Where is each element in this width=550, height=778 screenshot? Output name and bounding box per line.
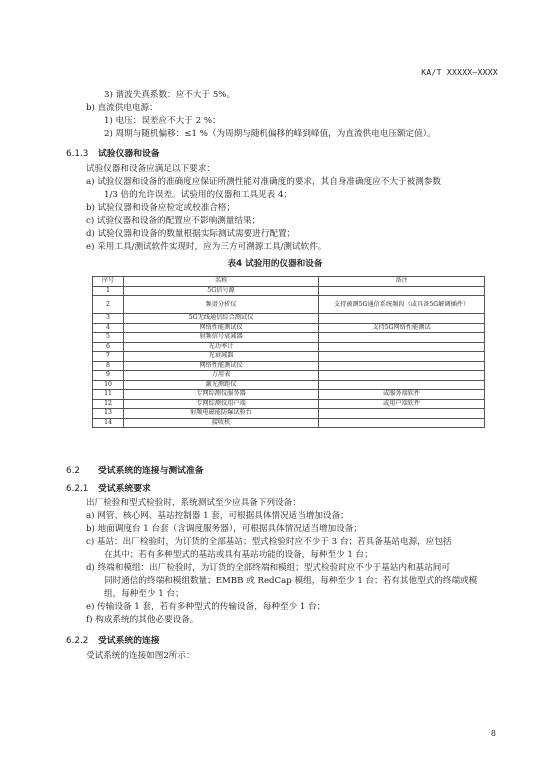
- table-cell: 4: [93, 323, 124, 333]
- table-row: [93, 333, 485, 343]
- text-line: c) 基站：出厂检验时，为订货的全部基站；型式检验时应不少于 3 台；若具备基站电源，应包括: [86, 537, 452, 547]
- text-line: d) 试验仪器和设备的数量根据实际测试需要进行配置；: [86, 229, 296, 239]
- text-line: f) 构成系统的其他必要设备。: [86, 615, 199, 625]
- text-line: d) 终端和模组：出厂检验时，为订货的全部终端和模组；型式检验时应不少于基站内和基站间可: [86, 563, 450, 573]
- text-line: 出厂检验和型式检验时，系统测试至少应具备下列设备：: [86, 498, 301, 508]
- text-line: 在其中；若有多种型式的基站或具有基站功能的设备，每种至少 1 台；: [104, 550, 373, 560]
- text-line: 1/3 倍的允许误差。试验用的仪器和工具见表 4；: [104, 190, 293, 200]
- page-number: 8: [490, 729, 496, 738]
- table-cell: [319, 371, 485, 381]
- table-cell: 光衰减器: [124, 352, 319, 362]
- column-header: 备注: [319, 277, 485, 287]
- text-line: a) 网管、核心网、基站控制器 1 套，可根据具体情况适当增加设备；: [86, 511, 349, 521]
- text-line: e) 采用工具/测试软件实现时，应为三方可溯源工具/测试软件。: [86, 242, 327, 252]
- table-cell: 10: [93, 380, 124, 390]
- table-cell: 射频信号衰减器: [124, 333, 319, 343]
- table-row: [93, 418, 485, 428]
- table-cell: [319, 286, 485, 296]
- table-row: [93, 390, 485, 400]
- table-cell: 万用表: [124, 371, 319, 381]
- text-line: b) 地面调度台 1 台套（含调度服务器），可根据具体情况适当增加设备；: [86, 524, 363, 534]
- table-cell: 接收机: [124, 418, 319, 428]
- table-row: [93, 380, 485, 390]
- text-line: 组，每种至少 1 台；: [104, 589, 184, 599]
- table-row: [93, 352, 485, 362]
- table-cell: 13: [93, 409, 124, 419]
- text-line: 2) 周期与随机偏移：≤1 %（为周期与随机偏移的峰到峰值，为直流供电电压额定值）。: [104, 129, 436, 139]
- table-cell: [319, 418, 485, 428]
- text-line: b) 试验仪器和设备应检定或校准合格；: [86, 203, 236, 213]
- table-cell: [319, 314, 485, 324]
- text-line: 3) 谐波失真系数：应不大于 5%。: [104, 90, 236, 100]
- table-cell: 12: [93, 399, 124, 409]
- text-line: c) 试验仪器和设备的配置应不影响测量结果；: [86, 216, 261, 226]
- table-cell: 支持5G网络性能测试: [319, 323, 485, 333]
- text-line: 同时通信的终端和模组数量；EMBB 或 RedCap 模组，每种至少 1 台；若有其他型式的终端或模: [104, 576, 478, 586]
- table-cell: 支持被测5G通信系统频段（或具备5G解调插件）: [319, 296, 485, 314]
- instrument-table: [92, 276, 485, 428]
- table-caption: 表4 试验用的仪器和设备: [227, 259, 323, 269]
- section-heading-6-1-3: 6.1.3 试验仪器和设备: [66, 149, 160, 159]
- table-cell: 5G无线通信综合测试仪: [124, 314, 319, 324]
- table-row: [93, 371, 485, 381]
- table-cell: 2: [93, 296, 124, 314]
- table-cell: 或用户端软件: [319, 399, 485, 409]
- table-cell: 5G信号源: [124, 286, 319, 296]
- column-header: 名称: [124, 277, 319, 287]
- table-cell: 光功率计: [124, 342, 319, 352]
- table-cell: 8: [93, 361, 124, 371]
- table-row: [93, 286, 485, 296]
- table-cell: 或服务端软件: [319, 390, 485, 400]
- text-line: b) 直流供电电源：: [86, 103, 158, 113]
- table-cell: 射频电磁能防爆试验台: [124, 409, 319, 419]
- table-row: [93, 361, 485, 371]
- table-cell: 网络性能测试仪: [124, 361, 319, 371]
- text-line: 试验仪器和设备应满足以下要求：: [86, 164, 215, 174]
- section-heading-6-2-2: 6.2.2 受试系统的连接: [66, 636, 160, 646]
- text-line: a) 试验仪器和设备的准确度应保证所测性能对准确度的要求，其自身准确度应不大于被测参数: [86, 177, 441, 187]
- document-code: KA/T XXXXX—XXXX: [421, 68, 498, 77]
- table-cell: 1: [93, 286, 124, 296]
- table-row: [93, 342, 485, 352]
- table-cell: 激光测距仪: [124, 380, 319, 390]
- table-cell: 频谱分析仪: [124, 296, 319, 314]
- text-line: 1) 电压：误差应不大于 2 %；: [104, 116, 221, 126]
- table-row: [93, 296, 485, 314]
- table-cell: [319, 333, 485, 343]
- table-cell: 专网综测仪服务器: [124, 390, 319, 400]
- section-heading-6-2-1: 6.2.1 受试系统要求: [66, 484, 151, 494]
- table-cell: 专网综测仪用户端: [124, 399, 319, 409]
- table-cell: [319, 342, 485, 352]
- table-cell: 5: [93, 333, 124, 343]
- table-cell: [319, 380, 485, 390]
- table-row: [93, 323, 485, 333]
- table-cell: 9: [93, 371, 124, 381]
- column-header: 序号: [93, 277, 124, 287]
- table-row: [93, 314, 485, 324]
- table-cell: [319, 361, 485, 371]
- table-cell: [319, 409, 485, 419]
- table-row: [93, 399, 485, 409]
- table-cell: 7: [93, 352, 124, 362]
- table-cell: 14: [93, 418, 124, 428]
- table-cell: [319, 352, 485, 362]
- table-cell: 11: [93, 390, 124, 400]
- table-cell: 3: [93, 314, 124, 324]
- text-line: 受试系统的连接如图2所示：: [86, 651, 195, 661]
- table-row: [93, 409, 485, 419]
- text-line: e) 传输设备 1 套，若有多种型式的传输设备，每种至少 1 台；: [86, 602, 326, 612]
- table-header-row: [93, 277, 485, 287]
- table-cell: 6: [93, 342, 124, 352]
- section-heading-6-2: 6.2 受试系统的连接与测试准备: [66, 466, 204, 476]
- table-cell: 网络性能测试仪: [124, 323, 319, 333]
